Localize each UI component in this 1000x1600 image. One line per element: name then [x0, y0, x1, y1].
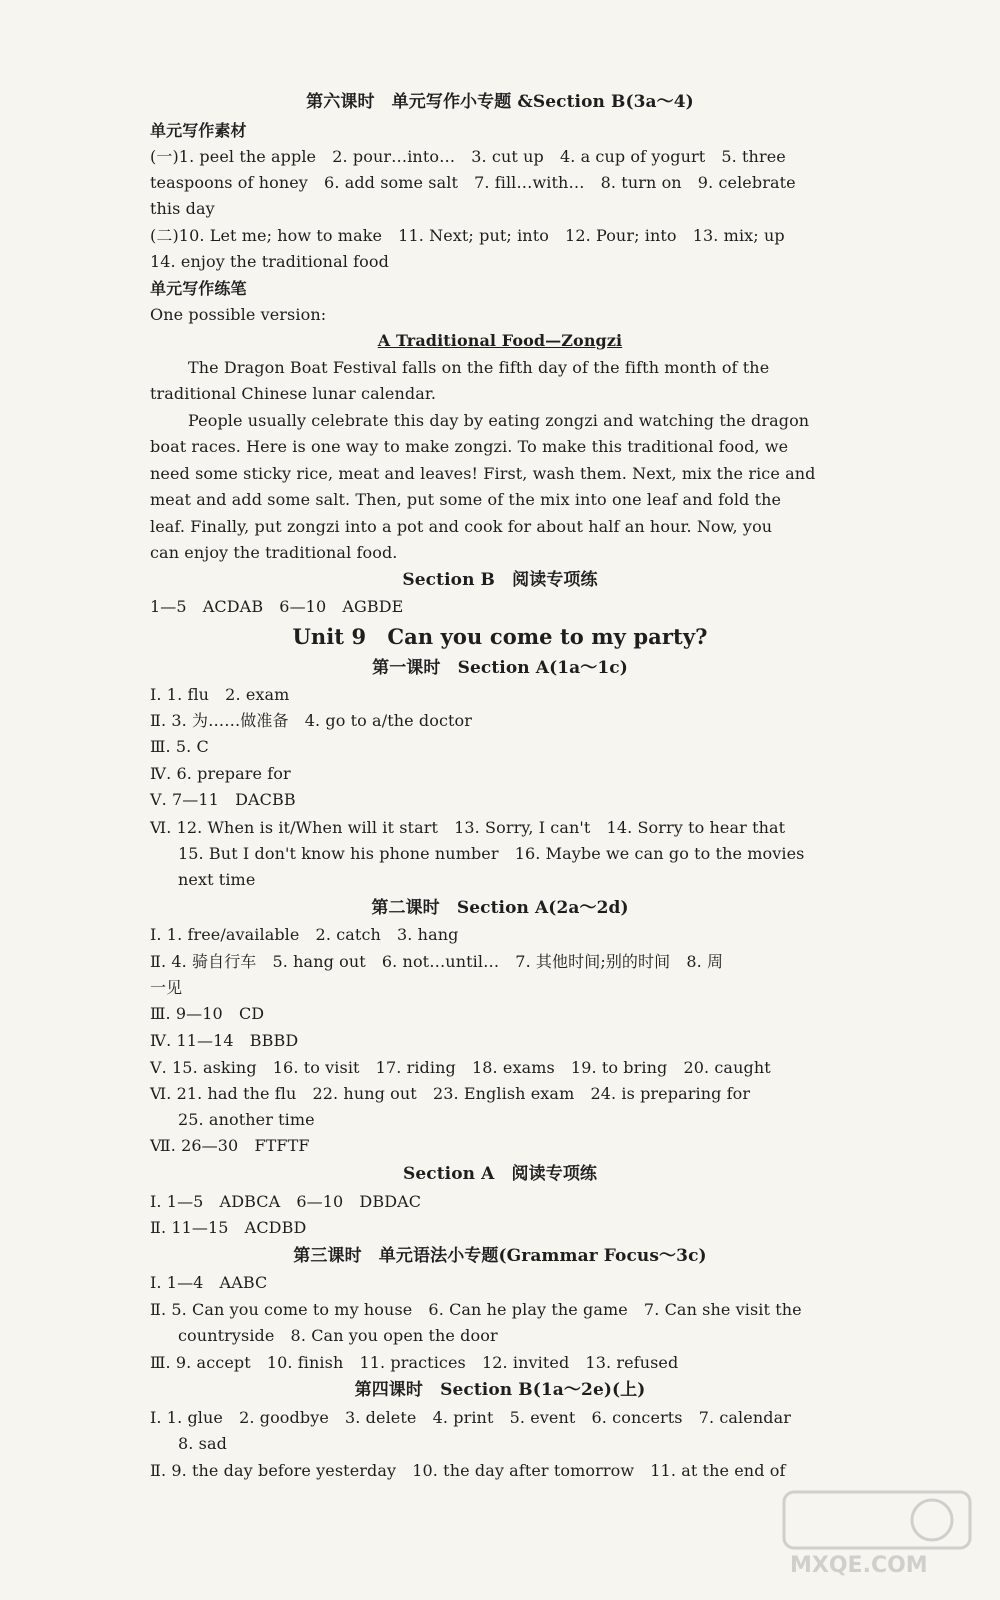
answer-line: (一)1. peel the apple 2. pour…into… 3. cut up 4. a cup of yogurt 5. three [150, 147, 786, 166]
answer-line: Ⅵ. 12. When is it/When will it start 13. Sorry, I can't 14. Sorry to hear that [150, 818, 786, 837]
answer-line: Ⅱ. 11—15 ACDBD [150, 1218, 307, 1237]
essay-line: need some sticky rice, meat and leaves! First, wash them. Next, mix the rice and [150, 464, 816, 483]
lesson3-heading: 第三课时 单元语法小专题(Grammar Focus～3c) [293, 1246, 707, 1266]
answer-line: Ⅱ. 5. Can you come to my house 6. Can he play the game 7. Can she visit the [150, 1300, 802, 1319]
answer-line: Ⅴ. 7—11 DACBB [150, 790, 296, 809]
answer-line: Ⅵ. 21. had the flu 22. hung out 23. English exam 24. is preparing for [150, 1084, 751, 1103]
answer-line: Ⅱ. 4. 骑自行车 5. hang out 6. not…until… 7. 其他时间;别的时间 8. 周 [150, 952, 724, 971]
answer-line: 一见 [150, 978, 183, 997]
watermark-logo [782, 1488, 972, 1578]
essay-line: can enjoy the traditional food. [150, 543, 398, 562]
section-b-reading-heading: Section B 阅读专项练 [402, 570, 598, 590]
unit-title: Unit 9 Can you come to my party? [292, 624, 708, 649]
essay-line: The Dragon Boat Festival falls on the fifth day of the fifth month of the [188, 358, 770, 377]
answer-line: Ⅶ. 26—30 FTFTF [150, 1136, 310, 1155]
essay-line: traditional Chinese lunar calendar. [150, 384, 437, 403]
section-a-reading-heading: Section A 阅读专项练 [402, 1164, 598, 1184]
answer-line: Ⅲ. 5. C [150, 737, 209, 756]
answer-line: Ⅳ. 11—14 BBBD [150, 1031, 299, 1050]
answer-line: Ⅰ. 1—5 ADBCA 6—10 DBDAC [150, 1192, 422, 1211]
answer-line: next time [178, 870, 256, 889]
answer-line: 8. sad [178, 1434, 227, 1453]
essay-line: boat races. Here is one way to make zongzi. To make this traditional food, we [150, 437, 789, 456]
answer-line: Ⅱ. 9. the day before yesterday 10. the day after tomorrow 11. at the end of [150, 1461, 786, 1480]
answer-line: Ⅱ. 3. 为……做准备 4. go to a/the doctor [150, 711, 473, 730]
answer-line: countryside 8. Can you open the door [178, 1326, 498, 1345]
lesson2-heading: 第二课时 Section A(2a～2d) [371, 898, 629, 918]
answer-line: Ⅰ. 1—4 AABC [150, 1273, 268, 1292]
answer-line: 1—5 ACDAB 6—10 AGBDE [150, 597, 404, 616]
lesson6-heading: 第六课时 单元写作小专题 &Section B(3a～4) [306, 92, 694, 112]
answer-line: teaspoons of honey 6. add some salt 7. fill…with… 8. turn on 9. celebrate [150, 173, 796, 192]
essay-title: A Traditional Food—Zongzi [377, 331, 623, 350]
essay-line: leaf. Finally, put zongzi into a pot and cook for about half an hour. Now, you [150, 517, 773, 536]
lesson4-heading: 第四课时 Section B(1a～2e)(上) [354, 1380, 646, 1400]
one-possible-version: One possible version: [150, 305, 327, 324]
answer-line: Ⅴ. 15. asking 16. to visit 17. riding 18. exams 19. to bring 20. caught [150, 1058, 771, 1077]
answer-line: 14. enjoy the traditional food [150, 252, 389, 271]
essay-line: meat and add some salt. Then, put some of the mix into one leaf and fold the [150, 490, 782, 509]
answer-line: (二)10. Let me; how to make 11. Next; put; into 12. Pour; into 13. mix; up [150, 226, 785, 245]
answer-line: Ⅰ. 1. flu 2. exam [150, 685, 290, 704]
answer-line: 25. another time [178, 1110, 315, 1129]
answer-line: 15. But I don't know his phone number 16. Maybe we can go to the movies [178, 844, 805, 863]
lesson1-heading: 第一课时 Section A(1a～1c) [372, 658, 628, 678]
answer-line: this day [150, 199, 215, 218]
answer-line: Ⅰ. 1. free/available 2. catch 3. hang [150, 925, 459, 944]
answer-line: Ⅲ. 9—10 CD [150, 1004, 265, 1023]
answer-line: Ⅲ. 9. accept 10. finish 11. practices 12. invited 13. refused [150, 1353, 679, 1372]
essay-line: People usually celebrate this day by eating zongzi and watching the dragon [188, 411, 810, 430]
answer-line: Ⅰ. 1. glue 2. goodbye 3. delete 4. print 5. event 6. concerts 7. calendar [150, 1408, 791, 1427]
watermark-text: MXQE.COM [790, 1553, 928, 1578]
writing-material-label: 单元写作素材 [150, 121, 247, 140]
writing-practice-label: 单元写作练笔 [150, 279, 247, 298]
answer-line: Ⅳ. 6. prepare for [150, 764, 291, 783]
